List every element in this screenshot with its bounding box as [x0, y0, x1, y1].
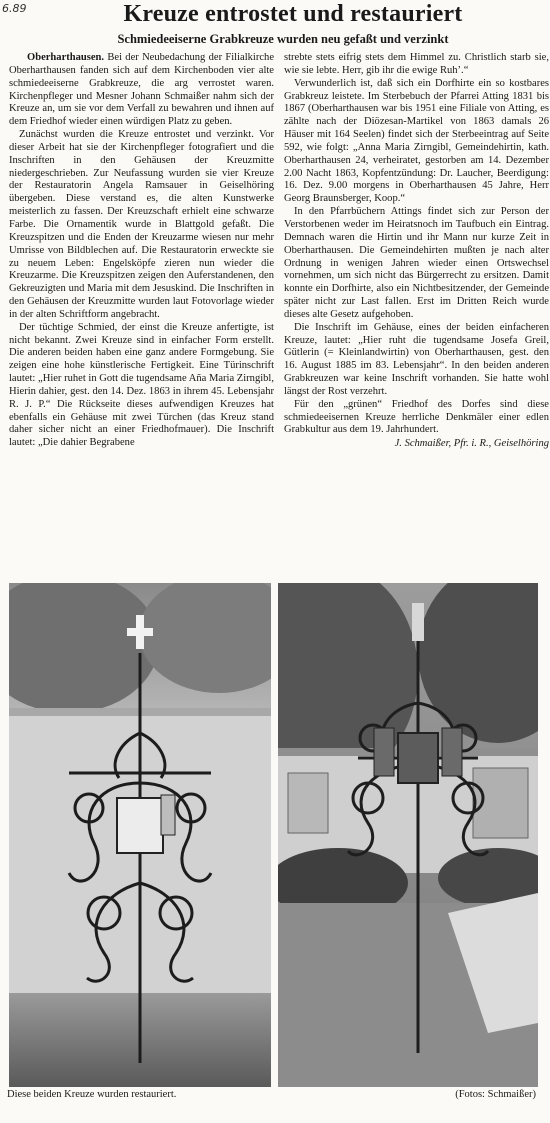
paragraph: Die Inschrift im Gehäuse, eines der beiden einfacheren Kreuze, lautet: „Hier ruht die tugendsame Josefa Greil, Gütlerin (= Kleinlandwirtin) von Oberharthausen, gest. den 16. August 1885 im 83. Lebensjahr“. In den beiden anderen Grabkreuzen war keine Inschrift vorhanden. Sie hatte wohl längst der Rost verzehrt. [284, 321, 549, 397]
left-text-column [9, 52, 274, 580]
paragraph: strebte stets eifrig stets dem Himmel zu. Christlich starb sie, wie sie lebte. Herr, gib ihr die ewige Ruh’.“ [284, 52, 549, 76]
cemetery-photo-image [278, 583, 538, 1087]
paragraph: In den Pfarrbüchern Attings findet sich zur Person der Verstorbenen weder im Heiratsnoch im Taufbuch ein Eintrag. Demnach waren die Hirtin und ihr Mann nur kurze Zeit in Oberharthausen. Die Gemeindehirten mußten je nach alter Ordnung in wenigen Jahren wieder einen Ortswechsel vornehmen, um sich nicht das Bürgerrecht zu ersitzen. Damit konnte ein Dorfhirte, also ein Nichtbesitzender, der Gemeinde später nicht zur Last fallen. Erst im Dritten Reich wurde dieses alte Gesetz aufgehoben. [284, 206, 549, 320]
handwritten-date-note: 6.89 [2, 2, 27, 15]
photo-credit: (Fotos: Schmaißer) [455, 1089, 536, 1100]
photo-right-cross [278, 583, 538, 1087]
article-subheadline: Schmiedeeiserne Grabkreuze wurden neu gefaßt und verzinkt [117, 32, 449, 46]
paragraph: Zunächst wurden die Kreuze entrostet und verzinkt. Vor dieser Arbeit hat sie der Kirchenpfleger fotografiert und die Inschriften in den Gehäusen der Kreuzmitte niedergeschrieben. Zur Neufassung wurden sie vier Kreuze der Restauratorin Angela Ramsauer in Geiselhöring übergeben. Diese verstand es, die alten Kunstwerke meisterlich zu fassen. Der Kreuzschaft erhielt eine schwarze Farbe. Die Ornamentik wurde in Blattgold gefaßt. Die Kreuzspitzen und die Enden der Kreuzarme wiesen nur mehr Umrisse von Bildblechen auf. Die Restauratorin erweckte sie zu neuem Leben: Engelsköpfe zieren nun wieder die Kreuzarme. Die Kreuzspitzen zeigen den Auferstandenen, den Gekreuzigten und Maria mit dem Jesuskind. Die Inschriften in den Gehäusen der Kreuzmitte wurden laut Fotovorlage wieder in der alten Schriftform angebracht. [9, 129, 274, 320]
right-text-column [284, 52, 549, 580]
photo-left-cross [9, 583, 271, 1087]
article-headline: Kreuze entrostet und restauriert [123, 1, 463, 27]
paragraph [9, 52, 274, 129]
cross-photo-image [9, 583, 271, 1087]
dateline-place: Oberharthausen. [27, 52, 105, 63]
paragraph-text: Bei der Neubedachung der Filialkirche Oberharthausen fanden sich auf dem Kirchenboden vier alte schmiedeeiserne Grabkreuze, die arg verrostet waren. Kirchenpfleger und Mesner Johann Schmaißer nahm sich der Kreuze an, um sie vor dem Verfall zu bewahren und ihnen auf dem Friedhof wieder einen würdigen Platz zu geben. [9, 52, 274, 128]
paragraph: Verwunderlich ist, daß sich ein Dorfhirte ein so kostbares Grabkreuz leistete. Im Sterbebuch der Pfarrei Atting 1831 bis 1867 (Oberharthausen war bis 1951 eine Filiale von Atting, es zählte nach der Diözesan-Martikel von 1863 damals 26 Häuser mit 164 Seelen) findet sich der Sterbeeintrag auf Seite 592, wie folgt: „Anna Maria Zirngibl, Gemeindehirtin, kath. Oberharthausen 24, verheiratet, gestorben am 14. Dezember 2.00 Nacht 1863, Kopfentzündung: Dr. Laucher, Beerdigung: 16. Dez. 9.00 morgens in Oberharthausen 45 Jahre, Herr Georg Braunsberger, Koop.“ [284, 77, 549, 205]
paragraph: Für den „grünen“ Friedhof des Dorfes sind diese schmiedeeisernen Kreuze herrliche Denkmäler einer edlen Grabkultur aus dem 19. Jahrhundert. [284, 398, 549, 436]
photo-caption: Diese beiden Kreuze wurden restauriert. [7, 1089, 177, 1100]
author-byline: J. Schmaißer, Pfr. i. R., Geiselhöring [394, 438, 549, 450]
paragraph: Der tüchtige Schmied, der einst die Kreuze anfertigte, ist nicht bekannt. Zwei Kreuze sind in einfacher Form erstellt. Die anderen beiden haben eine ganz andere Formgebung. Sie zeigen eine hohe künstlerische Fertigkeit. Eine Türinschrift lautet: „Hier ruhet in Gott die tugendsame Aña Maria Zirngibl, Hierin dahier, gest. den 14. Dez. 1863 in ihrem 45. Lebensjahr R. J. P.“ Die Rückseite dieses aufwendigen Kreuzes hat ebenfalls ein Gehäuse mit zwei Türchen (das Kreuz stand daher sicher nicht an einer Friedhofmauer). Die Inschrift lautet: „Die dahier Begrabene [9, 321, 274, 449]
